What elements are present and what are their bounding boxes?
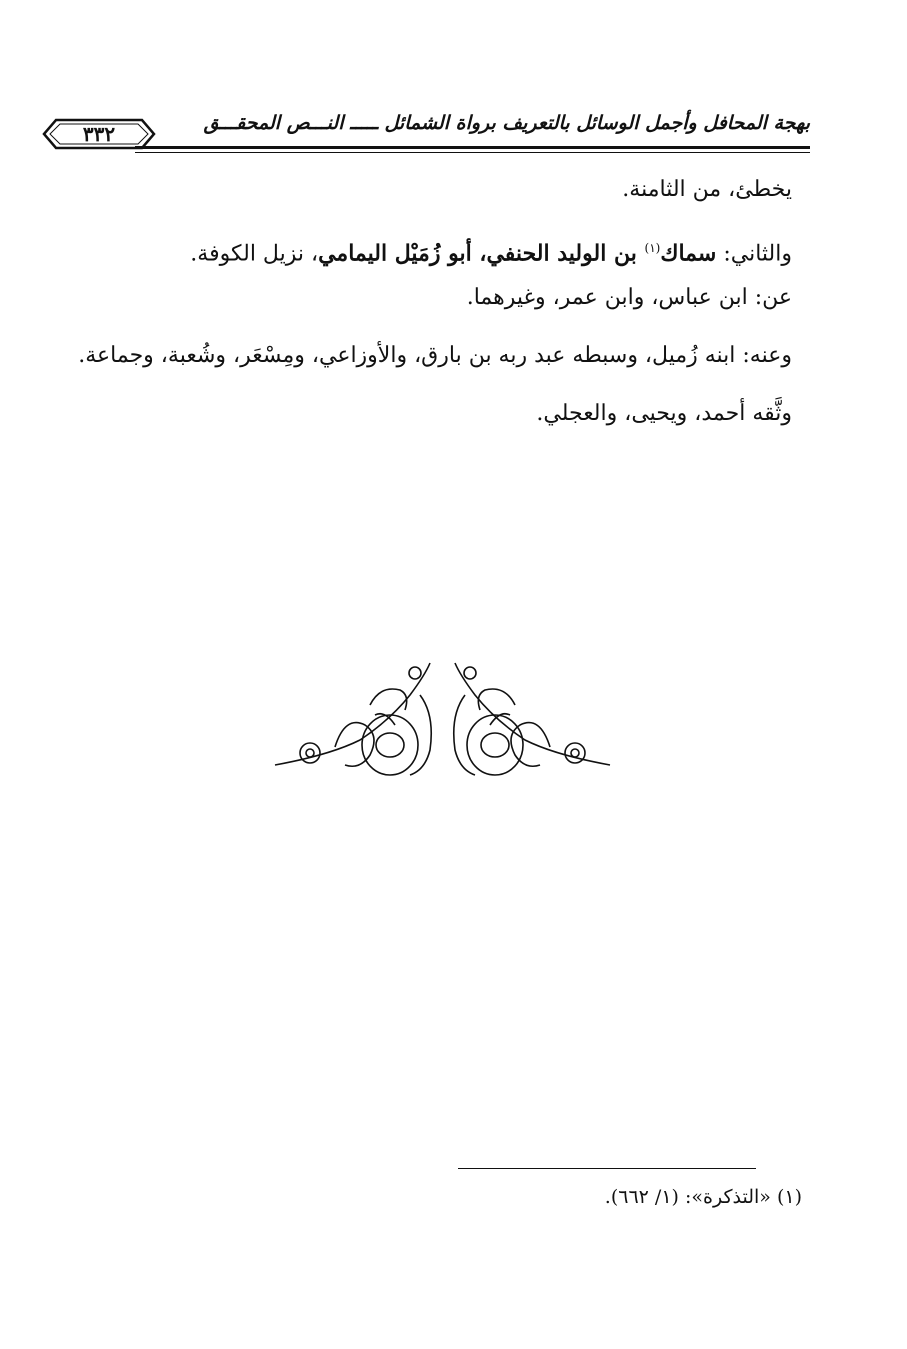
text-line-1: يخطئ، من الثامنة. bbox=[622, 177, 792, 202]
header-title: بهجة المحافل وأجمل الوسائل بالتعريف برواة الشمائل ـــــ النـــص المحقـــق bbox=[203, 112, 810, 134]
footnote-reference: (١) bbox=[644, 241, 661, 255]
header-rule-thin bbox=[135, 152, 810, 153]
narrator-name: سماك bbox=[660, 240, 717, 267]
main-text bbox=[75, 168, 792, 436]
text-paragraph-students: وعنه: ابنه زُميل، وسبطه عبد ربه بن بارق، والأوزاعي، ومِسْعَر، وشُعبة، وجماعة. bbox=[78, 343, 792, 369]
running-header bbox=[40, 100, 810, 160]
footnote: (١) «التذكرة»: (١/ ٦٦٢). bbox=[604, 1186, 802, 1208]
footnote-separator bbox=[458, 1168, 756, 1169]
page-number: ٣٣٢ bbox=[82, 122, 116, 146]
narrator-residence: ، نزيل الكوفة. bbox=[190, 241, 319, 267]
narrator-name-rest: بن الوليد الحنفي، أبو زُمَيْل اليمامي bbox=[318, 240, 645, 267]
text-line-3: عن: ابن عباس، وابن عمر، وغيرهما. bbox=[466, 285, 792, 311]
header-rule bbox=[135, 146, 810, 149]
floral-ornament-icon bbox=[270, 655, 615, 785]
entry-label: والثاني: bbox=[716, 241, 792, 267]
text-paragraph-authentication: وثَّقه أحمد، ويحيى، والعجلي. bbox=[536, 401, 792, 427]
narrator-entry bbox=[75, 226, 792, 276]
